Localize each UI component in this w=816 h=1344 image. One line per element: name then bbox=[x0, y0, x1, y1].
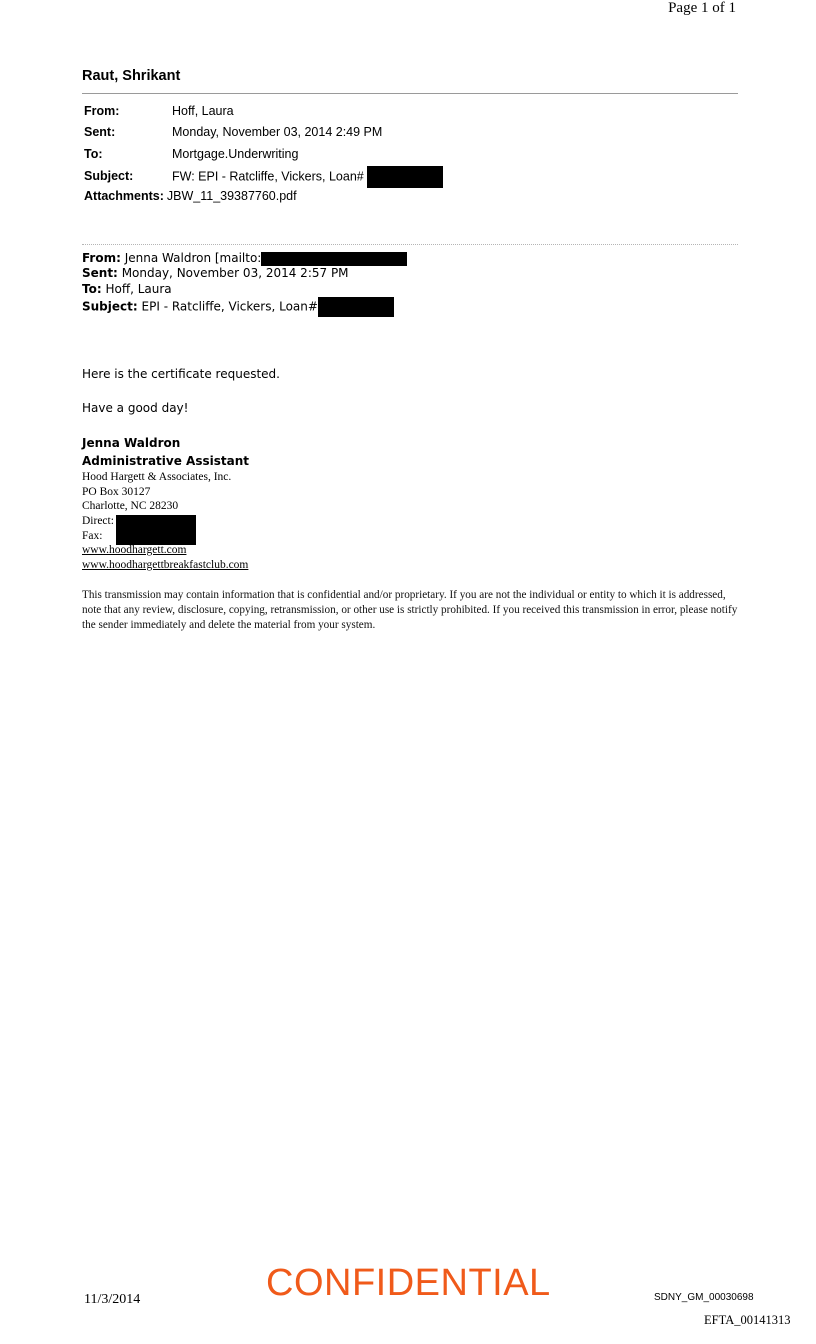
header-subject-label: Subject: bbox=[84, 169, 134, 184]
forwarded-to-label: To: bbox=[82, 282, 102, 296]
recipient-name: Raut, Shrikant bbox=[82, 68, 181, 84]
forwarded-subject-row bbox=[82, 297, 394, 317]
bates-number-secondary: EFTA_00141313 bbox=[704, 1313, 791, 1327]
signature-fax-row bbox=[82, 529, 102, 544]
redaction-box bbox=[261, 252, 407, 266]
header-from-label: From: bbox=[84, 104, 120, 118]
redaction-box bbox=[116, 515, 196, 545]
signature-website-1-row bbox=[82, 543, 186, 558]
bates-number-primary: SDNY_GM_00030698 bbox=[654, 1292, 754, 1303]
forwarded-divider bbox=[82, 244, 738, 245]
header-to-label: To: bbox=[84, 147, 103, 161]
signature-website-2-link[interactable]: www.hoodhargettbreakfastclub.com bbox=[82, 559, 249, 571]
header-divider bbox=[82, 93, 738, 94]
header-subject-row bbox=[84, 166, 443, 184]
body-line-1: Here is the certificate requested. bbox=[82, 367, 280, 381]
confidentiality-disclaimer: This transmission may contain information that is confidential and/or proprietary. If you are not the individual or entity to which it is addressed, note that any review, disclosure, copying, retransmission, or other use is strictly prohibited. If you received this transmission in error, please notify the sender immediately and delete the material from your system. bbox=[82, 589, 738, 631]
header-attachments-row bbox=[84, 187, 297, 205]
signature-direct-label: Direct: bbox=[82, 515, 114, 527]
signature-website-1-link[interactable]: www.hoodhargett.com bbox=[82, 544, 187, 556]
forwarded-subject-label: Subject: bbox=[82, 299, 138, 314]
signature-company: Hood Hargett & Associates, Inc. bbox=[82, 471, 232, 483]
footer-date: 11/3/2014 bbox=[84, 1292, 141, 1307]
signature-direct-row bbox=[82, 514, 114, 529]
header-sent-row bbox=[84, 123, 382, 141]
signature-po-box: PO Box 30127 bbox=[82, 486, 151, 498]
body-line-2: Have a good day! bbox=[82, 401, 189, 415]
header-subject-value: FW: EPI - Ratcliffe, Vickers, Loan# bbox=[172, 169, 364, 184]
forwarded-sent-row bbox=[82, 266, 349, 280]
redaction-box bbox=[318, 297, 394, 317]
confidential-stamp: CONFIDENTIAL bbox=[266, 1262, 551, 1304]
signature-name: Jenna Waldron bbox=[82, 436, 181, 450]
forwarded-from-label: From: bbox=[82, 251, 121, 265]
header-attachments-label: Attachments: bbox=[84, 189, 164, 203]
attachment-filename[interactable]: JBW_11_39387760.pdf bbox=[166, 189, 297, 203]
header-sent-value: Monday, November 03, 2014 2:49 PM bbox=[172, 125, 383, 139]
header-from-row bbox=[84, 102, 234, 120]
forwarded-from-row bbox=[82, 251, 407, 266]
signature-city: Charlotte, NC 28230 bbox=[82, 500, 179, 512]
header-to-row bbox=[84, 145, 298, 163]
redaction-box bbox=[367, 166, 443, 188]
forwarded-sent-label: Sent: bbox=[82, 266, 118, 280]
header-to-value: Mortgage.Underwriting bbox=[172, 147, 299, 161]
forwarded-from-value: Jenna Waldron [mailto: bbox=[124, 251, 262, 265]
header-sent-label: Sent: bbox=[84, 125, 116, 139]
page-number: Page 1 of 1 bbox=[668, 0, 736, 16]
header-from-value: Hoff, Laura bbox=[172, 104, 234, 118]
signature-title: Administrative Assistant bbox=[82, 454, 249, 468]
forwarded-to-row bbox=[82, 282, 172, 296]
signature-website-2-row bbox=[82, 558, 248, 573]
forwarded-to-value: Hoff, Laura bbox=[105, 282, 172, 296]
signature-fax-label: Fax: bbox=[82, 530, 103, 542]
forwarded-sent-value: Monday, November 03, 2014 2:57 PM bbox=[121, 266, 349, 280]
forwarded-subject-value: EPI - Ratcliffe, Vickers, Loan# bbox=[141, 299, 318, 314]
